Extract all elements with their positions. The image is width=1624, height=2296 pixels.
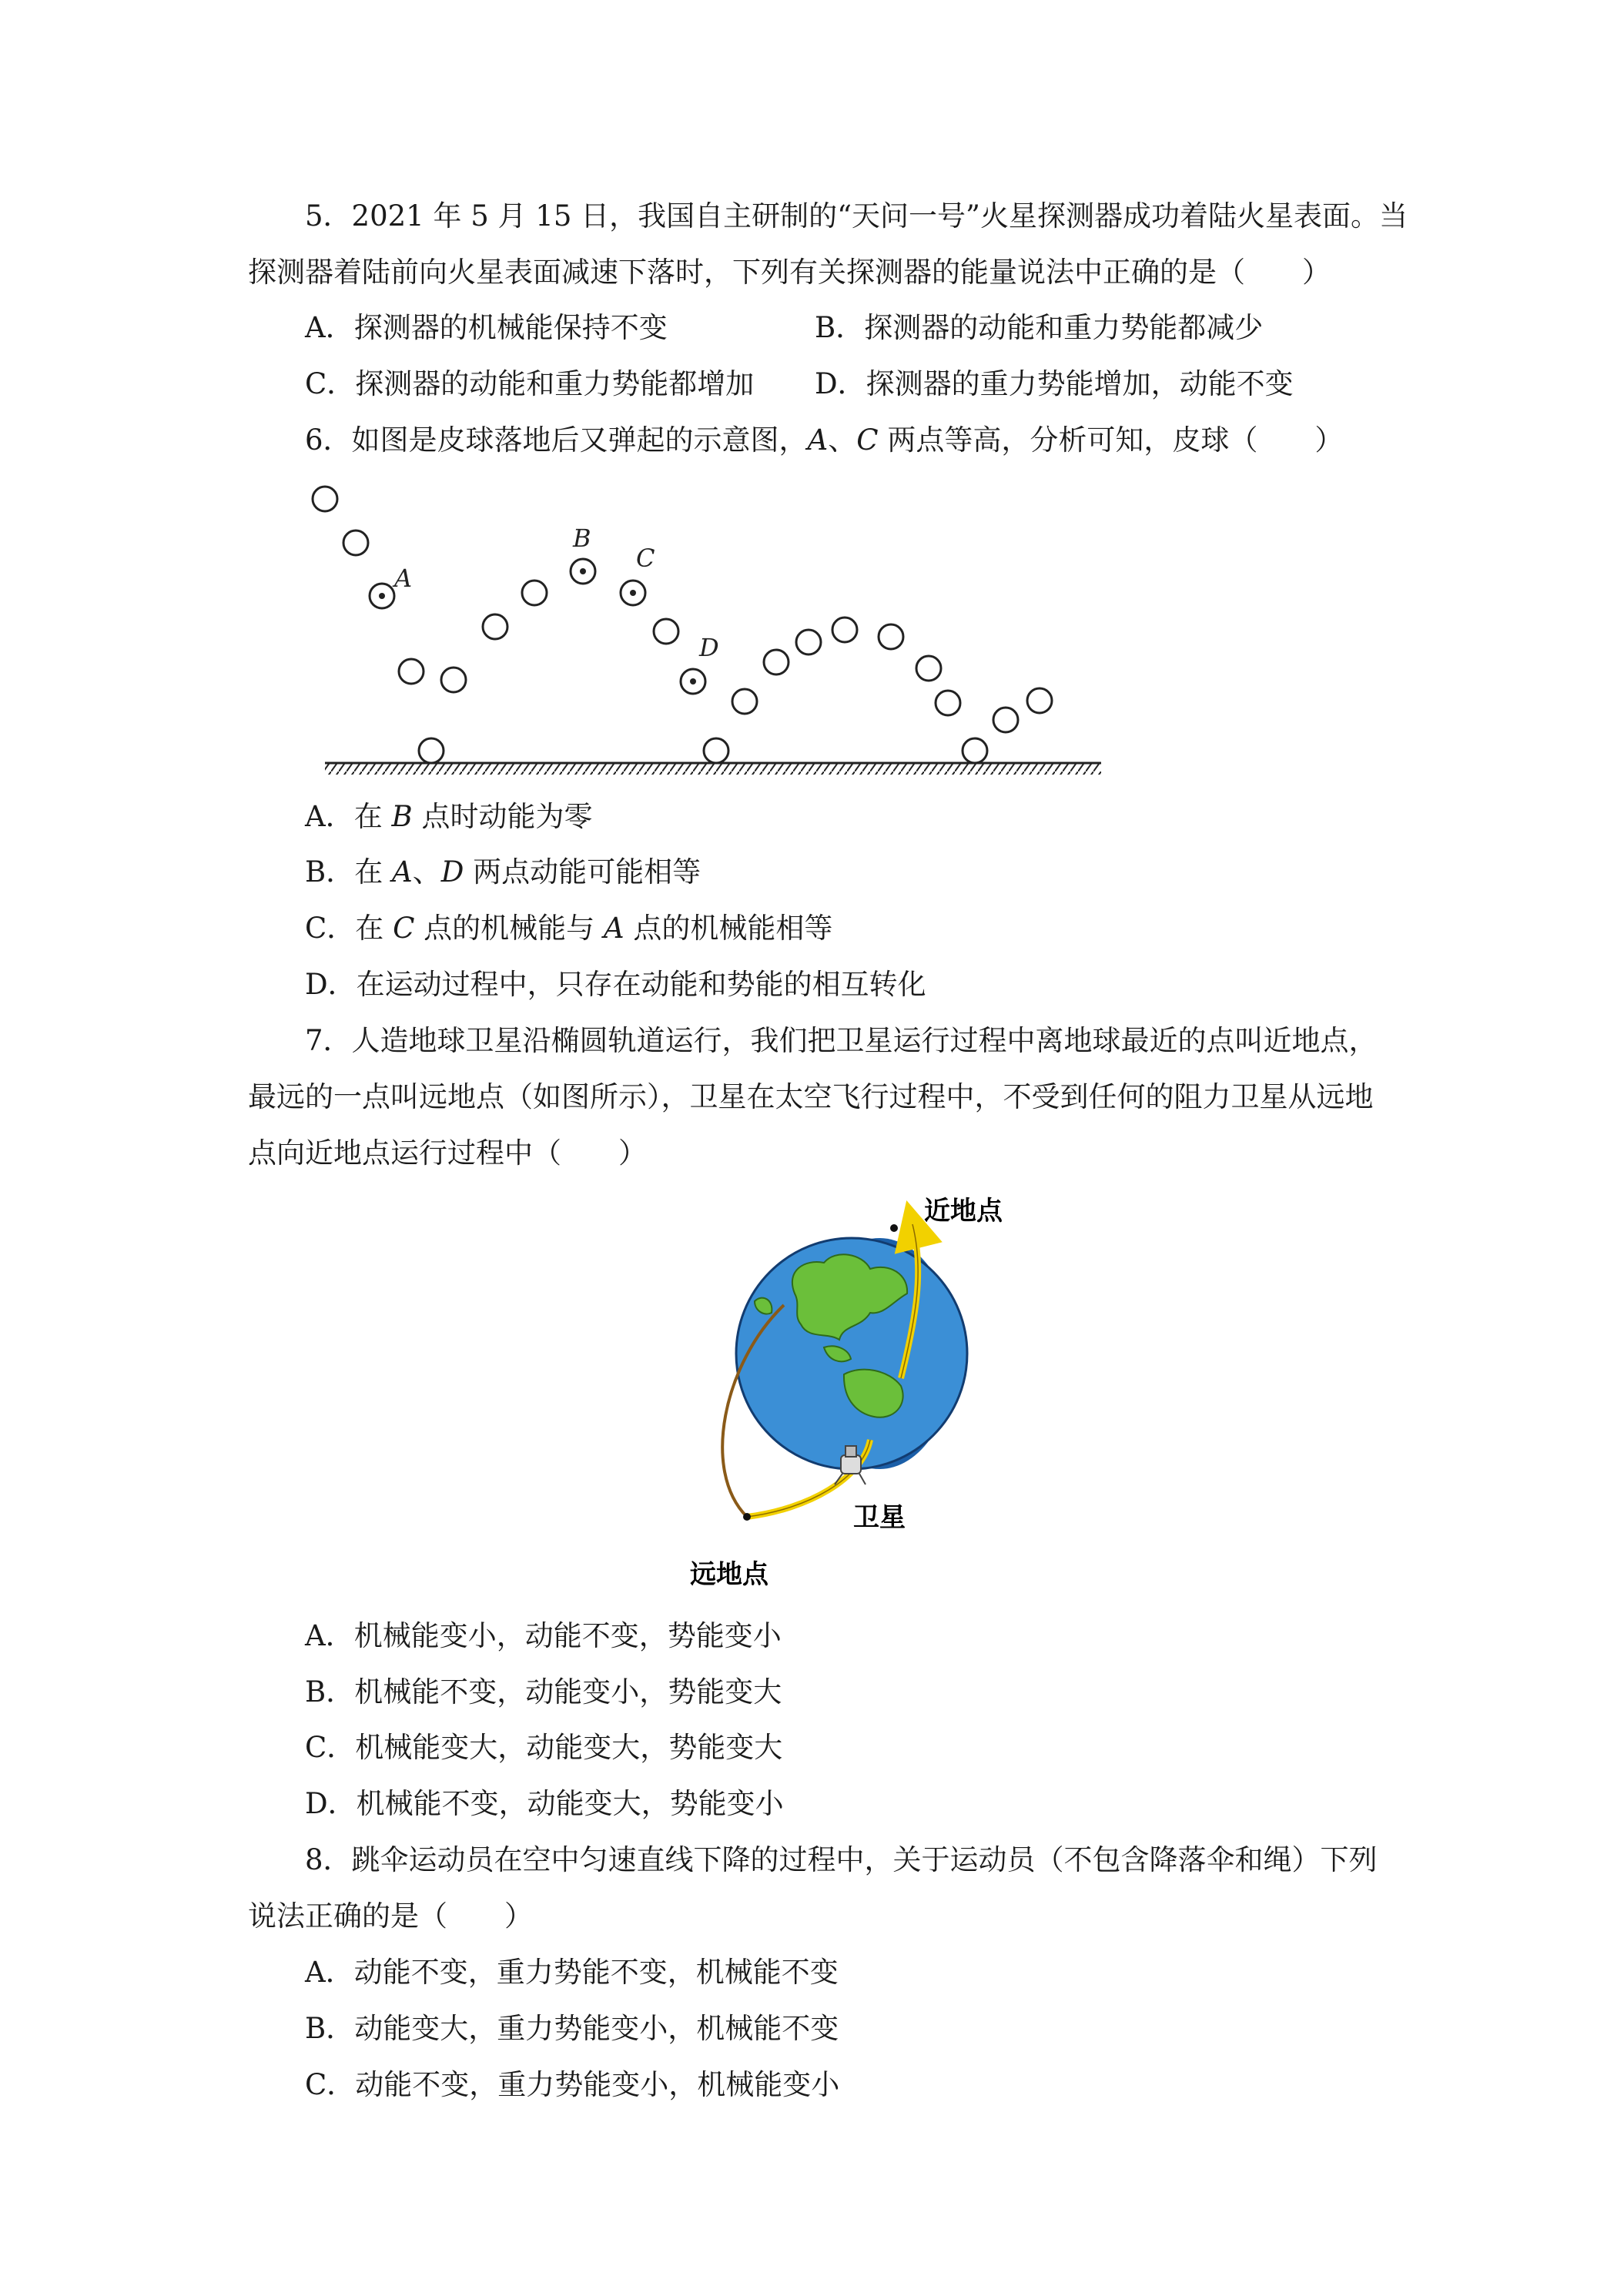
ball: [832, 618, 857, 642]
q7-stem-line3: 点向近地点运行过程中（ ）: [248, 1136, 647, 1170]
ball: [732, 689, 757, 714]
ball: [879, 624, 903, 649]
q6-option-b: B．在 A、D 两点动能可能相等: [305, 855, 702, 889]
q8-stem-line1: 8．跳伞运动员在空中匀速直线下降的过程中，关于运动员（不包含降落伞和绳）下列: [305, 1843, 1378, 1876]
q6-stem-var-a: A: [807, 423, 829, 457]
q5-option-c: C．探测器的动能和重力势能都增加: [305, 367, 755, 400]
ball: [343, 530, 368, 555]
q5-option-b: B．探测器的动能和重力势能都减少: [815, 311, 1264, 344]
q7-stem-line2: 最远的一点叫远地点（如图所示），卫星在太空飞行过程中，不受到任何的阻力卫星从远地: [248, 1080, 1374, 1113]
ball: [522, 581, 547, 605]
q8-option-a: A．动能不变，重力势能不变，机械能不变: [305, 1956, 839, 1989]
satellite-label: 卫星: [853, 1502, 906, 1533]
q6-option-c: C．在 C 点的机械能与 A 点的机械能相等: [305, 912, 833, 945]
q5-stem-line1: 5．2021 年 5 月 15 日，我国自主研制的“天问一号”火星探测器成功着陆火星表面。当: [305, 199, 1408, 233]
label-c: C: [636, 544, 655, 573]
q6-option-d: D．在运动过程中，只存在动能和势能的相互转化: [305, 968, 926, 1001]
ball: [963, 738, 987, 763]
q8-option-b: B．动能变大，重力势能变小，机械能不变: [305, 2012, 839, 2045]
ball: [313, 487, 337, 511]
q6-option-a: A．在 B 点时动能为零: [305, 800, 593, 833]
ball: [704, 738, 728, 763]
q6-stem-var-c: C: [856, 423, 879, 457]
ball: [399, 659, 424, 684]
q5-stem-line2: 探测器着陆前向火星表面减速下落时，下列有关探测器的能量说法中正确的是（ ）: [248, 256, 1331, 289]
q5-option-a: A．探测器的机械能保持不变: [305, 311, 668, 344]
label-d: D: [699, 633, 719, 662]
perigee-label: 近地点: [924, 1196, 1003, 1227]
q6-stem-pre: 6．如图是皮球落地后又弹起的示意图，: [305, 423, 808, 457]
q6-stem-post: 两点等高，分析可知，皮球（ ）: [878, 423, 1344, 457]
q6-stem-sep: 、: [828, 423, 857, 457]
q8-option-c: C．动能不变，重力势能变小，机械能变小: [305, 2068, 840, 2101]
apogee-point: [743, 1513, 751, 1521]
q7-option-d: D．机械能不变，动能变大，势能变小: [305, 1787, 784, 1820]
ball: [483, 614, 507, 639]
q7-option-b: B．机械能不变，动能变小，势能变大: [305, 1675, 782, 1709]
q8-stem-line2: 说法正确的是（ ）: [248, 1899, 533, 1933]
ball: [936, 691, 960, 715]
bouncing-ball-figure: [308, 470, 1124, 793]
ball: [764, 650, 789, 674]
ball: [916, 656, 941, 681]
ball: [796, 630, 821, 654]
q5-option-d: D．探测器的重力势能增加，动能不变: [815, 367, 1294, 400]
q7-stem-line1: 7．人造地球卫星沿椭圆轨道运行，我们把卫星运行过程中离地球最近的点叫近地点，: [305, 1024, 1378, 1057]
q6-stem: [305, 423, 1343, 458]
ball: [993, 708, 1018, 732]
ball: [654, 619, 678, 644]
label-a: A: [394, 564, 413, 593]
satellite-orbit-figure: [678, 1186, 1016, 1602]
apogee-label: 远地点: [690, 1559, 768, 1590]
ground: [325, 763, 1101, 775]
ball: [441, 668, 466, 692]
label-b: B: [573, 524, 591, 553]
perigee-point: [890, 1224, 898, 1232]
ball: [419, 738, 444, 763]
q7-option-c: C．机械能变大，动能变大，势能变大: [305, 1731, 783, 1764]
q7-option-a: A．机械能变小，动能不变，势能变小: [305, 1619, 782, 1652]
ball: [1027, 688, 1052, 713]
